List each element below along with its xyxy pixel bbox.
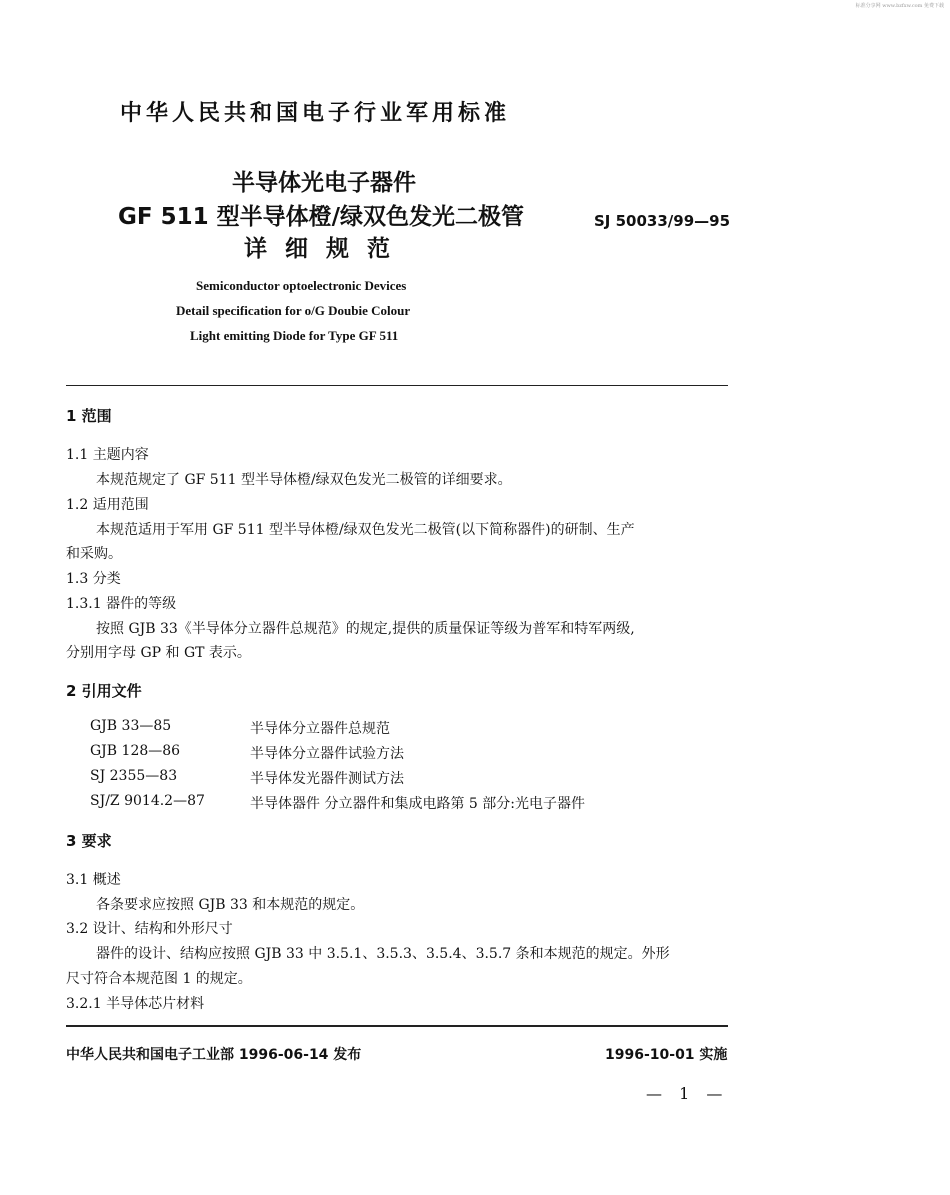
watermark: 标准分享网 www.bzfxw.com 免费下载 [855, 3, 944, 9]
english-title-line-3: Light emitting Diode for Type GF 511 [190, 328, 399, 343]
section-3-1-heading: 3.1 概述 [66, 872, 121, 888]
title-line-2: GF 511 型半导体橙/绿双色发光二极管 [118, 204, 525, 230]
section-1-2-heading: 1.2 适用范围 [66, 497, 149, 513]
section-3-1-text: 各条要求应按照 GJB 33 和本规范的规定。 [96, 897, 365, 913]
effective-date: 1996-10-01 实施 [605, 1047, 728, 1063]
section-1-3-1-heading: 1.3.1 器件的等级 [66, 596, 177, 612]
standard-header: 中华人民共和国电子行业军用标准 [120, 101, 511, 126]
ref-code: GJB 128—86 [90, 743, 181, 759]
section-3-heading: 3 要求 [66, 832, 112, 850]
english-title-line-2: Detail specification for o/G Doubie Colour [176, 303, 411, 318]
section-1-heading: 1 范围 [66, 407, 112, 425]
ref-title: 半导体发光器件测试方法 [250, 771, 404, 787]
ref-title: 半导体分立器件试验方法 [250, 746, 404, 762]
standard-code: SJ 50033/99—95 [594, 212, 731, 230]
section-1-3-1-text-2: 分别用字母 GP 和 GT 表示。 [66, 645, 251, 661]
page-number: — 1 — [646, 1084, 729, 1103]
ref-title: 半导体分立器件总规范 [250, 721, 390, 737]
ref-title: 半导体器件 分立器件和集成电路第 5 部分:光电子器件 [250, 796, 585, 812]
section-3-2-heading: 3.2 设计、结构和外形尺寸 [66, 921, 233, 937]
section-2-heading: 2 引用文件 [66, 682, 142, 700]
top-divider [66, 385, 728, 386]
section-1-2-text-1: 本规范适用于军用 GF 511 型半导体橙/绿双色发光二极管(以下简称器件)的研制、生产 [96, 522, 635, 538]
section-3-2-text-2: 尺寸符合本规范图 1 的规定。 [66, 971, 252, 987]
section-1-3-1-text-1: 按照 GJB 33《半导体分立器件总规范》的规定,提供的质量保证等级为普军和特军两级, [96, 621, 635, 637]
section-1-3-heading: 1.3 分类 [66, 571, 121, 587]
ref-code: SJ/Z 9014.2—87 [90, 793, 205, 809]
section-1-1-text: 本规范规定了 GF 511 型半导体橙/绿双色发光二极管的详细要求。 [96, 472, 512, 488]
section-3-2-1-heading: 3.2.1 半导体芯片材料 [66, 996, 205, 1012]
title-line-1: 半导体光电子器件 [232, 170, 416, 196]
section-1-1-heading: 1.1 主题内容 [66, 447, 149, 463]
ref-code: GJB 33—85 [90, 718, 172, 734]
ref-code: SJ 2355—83 [90, 768, 178, 784]
english-title-line-1: Semiconductor optoelectronic Devices [196, 278, 407, 293]
section-1-2-text-2: 和采购。 [66, 546, 122, 562]
issuer-line: 中华人民共和国电子工业部 1996-06-14 发布 [66, 1047, 362, 1063]
section-3-2-text-1: 器件的设计、结构应按照 GJB 33 中 3.5.1、3.5.3、3.5.4、3.5.7 条和本规范的规定。外形 [96, 946, 670, 962]
title-line-3: 详细规范 [244, 236, 408, 262]
footer-divider [66, 1025, 728, 1027]
